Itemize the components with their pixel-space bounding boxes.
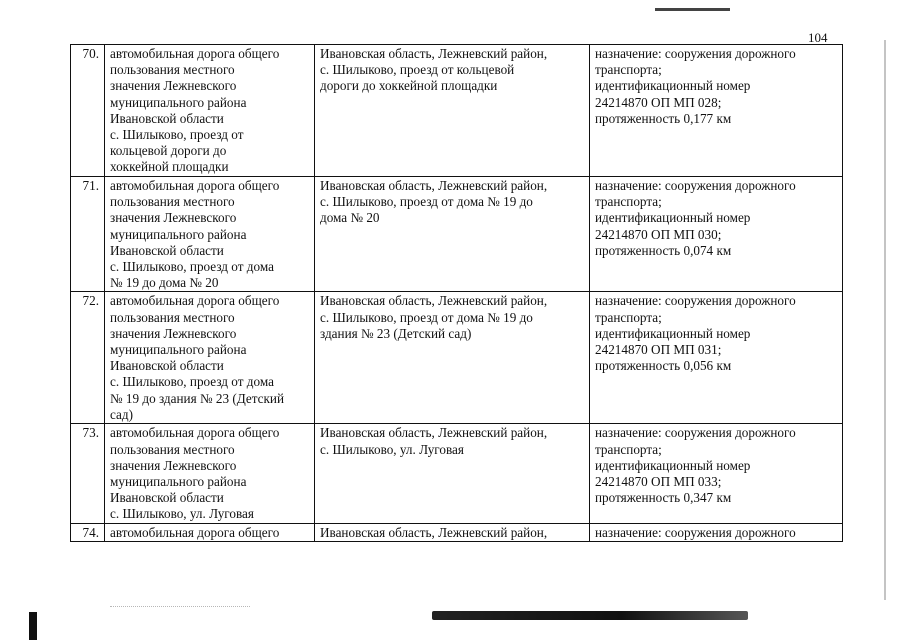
cell-text-line: протяженность 0,074 км xyxy=(595,242,732,258)
cell-text-line: пользования местного xyxy=(110,309,235,325)
cell-text-line: идентификационный номер xyxy=(595,210,751,226)
table-row xyxy=(71,292,843,424)
cell-text-line: пользования местного xyxy=(110,62,235,78)
cell-text-line: Ивановская область, Лежневский район, xyxy=(320,178,548,193)
cell-text-line: назначение: сооружения дорожного xyxy=(595,425,796,441)
registry-table-body xyxy=(71,45,843,542)
cell-text-line: транспорта; xyxy=(595,62,662,78)
cell-text-line: муниципального района xyxy=(110,94,247,110)
cell-text-line: протяженность 0,347 км xyxy=(595,490,732,506)
details-cell xyxy=(590,177,843,292)
address-cell xyxy=(315,292,590,424)
scan-artifact-dots xyxy=(110,606,250,608)
cell-text-line: протяженность 0,177 км xyxy=(595,110,732,126)
cell-text-line: кольцевой дороги до xyxy=(110,143,227,159)
cell-text-line: Ивановская область, Лежневский район, xyxy=(320,425,548,441)
table-row xyxy=(71,523,843,541)
address-cell xyxy=(315,424,590,523)
cell-text-line: здания № 23 (Детский сад) xyxy=(320,325,472,341)
cell-text-line: муниципального района xyxy=(110,342,247,358)
cell-text-line: муниципального района xyxy=(110,474,247,490)
cell-text-line: значения Лежневского xyxy=(110,210,237,226)
cell-text-line: с. Шилыково, проезд от дома xyxy=(110,374,274,390)
cell-text-line: Ивановской области xyxy=(110,242,224,258)
cell-text-line: назначение: сооружения дорожного xyxy=(595,178,796,193)
cell-text-line: Ивановская область, Лежневский район, xyxy=(320,46,548,61)
cell-text-line: 24214870 ОП МП 033; xyxy=(595,474,722,490)
cell-text-line: пользования местного xyxy=(110,441,235,457)
cell-text-line: назначение: сооружения дорожного xyxy=(595,524,796,540)
cell-text-line: № 19 до здания № 23 (Детский xyxy=(110,390,285,406)
table-row xyxy=(71,45,843,177)
cell-text-line: автомобильная дорога общего xyxy=(110,293,280,309)
scan-artifact-left xyxy=(29,612,37,640)
cell-text-line: идентификационный номер xyxy=(595,325,751,341)
cell-text-line: Ивановской области xyxy=(110,110,224,126)
scan-artifact-bottom xyxy=(432,611,748,620)
road-name-cell xyxy=(105,45,315,177)
cell-text-line: хоккейной площадки xyxy=(110,159,229,175)
address-cell xyxy=(315,177,590,292)
cell-text-line: назначение: сооружения дорожного xyxy=(595,46,796,61)
cell-text-line: пользования местного xyxy=(110,194,235,210)
cell-text-line: Ивановская область, Лежневский район, xyxy=(320,293,548,309)
table-row xyxy=(71,424,843,523)
cell-text-line: с. Шилыково, проезд от дома № 19 до xyxy=(320,194,533,210)
cell-text-line: дороги до хоккейной площадки xyxy=(320,78,498,94)
cell-text-line: значения Лежневского xyxy=(110,325,237,341)
cell-text-line: значения Лежневского xyxy=(110,78,237,94)
cell-text-line: с. Шилыково, проезд от xyxy=(110,127,244,143)
cell-text-line: идентификационный номер xyxy=(595,457,751,473)
page-number: 104 xyxy=(808,30,828,45)
cell-text-line: Ивановской области xyxy=(110,490,224,506)
row-number: 70. xyxy=(71,45,105,177)
cell-text-line: с. Шилыково, ул. Луговая xyxy=(110,506,254,522)
cell-text-line: с. Шилыково, ул. Луговая xyxy=(320,441,464,457)
row-number: 72. xyxy=(71,292,105,424)
cell-text-line: муниципального района xyxy=(110,226,247,242)
scan-edge-shadow xyxy=(884,40,886,600)
cell-text-line: протяженность 0,056 км xyxy=(595,358,732,374)
row-number: 71. xyxy=(71,177,105,292)
cell-text-line: с. Шилыково, проезд от кольцевой xyxy=(320,62,515,78)
cell-text-line: назначение: сооружения дорожного xyxy=(595,293,796,309)
row-number: 73. xyxy=(71,424,105,523)
cell-text-line: транспорта; xyxy=(595,194,662,210)
cell-text-line: 24214870 ОП МП 030; xyxy=(595,226,722,242)
address-cell xyxy=(315,45,590,177)
cell-text-line: с. Шилыково, проезд от дома № 19 до xyxy=(320,309,533,325)
address-cell xyxy=(315,523,590,541)
cell-text-line: 24214870 ОП МП 028; xyxy=(595,94,722,110)
details-cell xyxy=(590,424,843,523)
details-cell xyxy=(590,45,843,177)
cell-text-line: идентификационный номер xyxy=(595,78,751,94)
details-cell xyxy=(590,523,843,541)
road-name-cell xyxy=(105,523,315,541)
cell-text-line: Ивановская область, Лежневский район, xyxy=(320,524,548,540)
row-number: 74. xyxy=(71,523,105,541)
cell-text-line: автомобильная дорога общего xyxy=(110,524,280,540)
road-name-cell xyxy=(105,292,315,424)
scan-artifact-top xyxy=(655,8,730,11)
cell-text-line: значения Лежневского xyxy=(110,457,237,473)
cell-text-line: транспорта; xyxy=(595,309,662,325)
details-cell xyxy=(590,292,843,424)
cell-text-line: автомобильная дорога общего xyxy=(110,425,280,441)
cell-text-line: автомобильная дорога общего xyxy=(110,46,280,61)
cell-text-line: 24214870 ОП МП 031; xyxy=(595,342,722,358)
cell-text-line: дома № 20 xyxy=(320,210,380,226)
cell-text-line: с. Шилыково, проезд от дома xyxy=(110,259,274,275)
cell-text-line: Ивановской области xyxy=(110,358,224,374)
road-name-cell xyxy=(105,424,315,523)
cell-text-line: сад) xyxy=(110,406,133,422)
road-name-cell xyxy=(105,177,315,292)
cell-text-line: № 19 до дома № 20 xyxy=(110,275,219,291)
road-registry-table xyxy=(70,44,843,542)
table-row xyxy=(71,177,843,292)
cell-text-line: транспорта; xyxy=(595,441,662,457)
cell-text-line: автомобильная дорога общего xyxy=(110,178,280,193)
